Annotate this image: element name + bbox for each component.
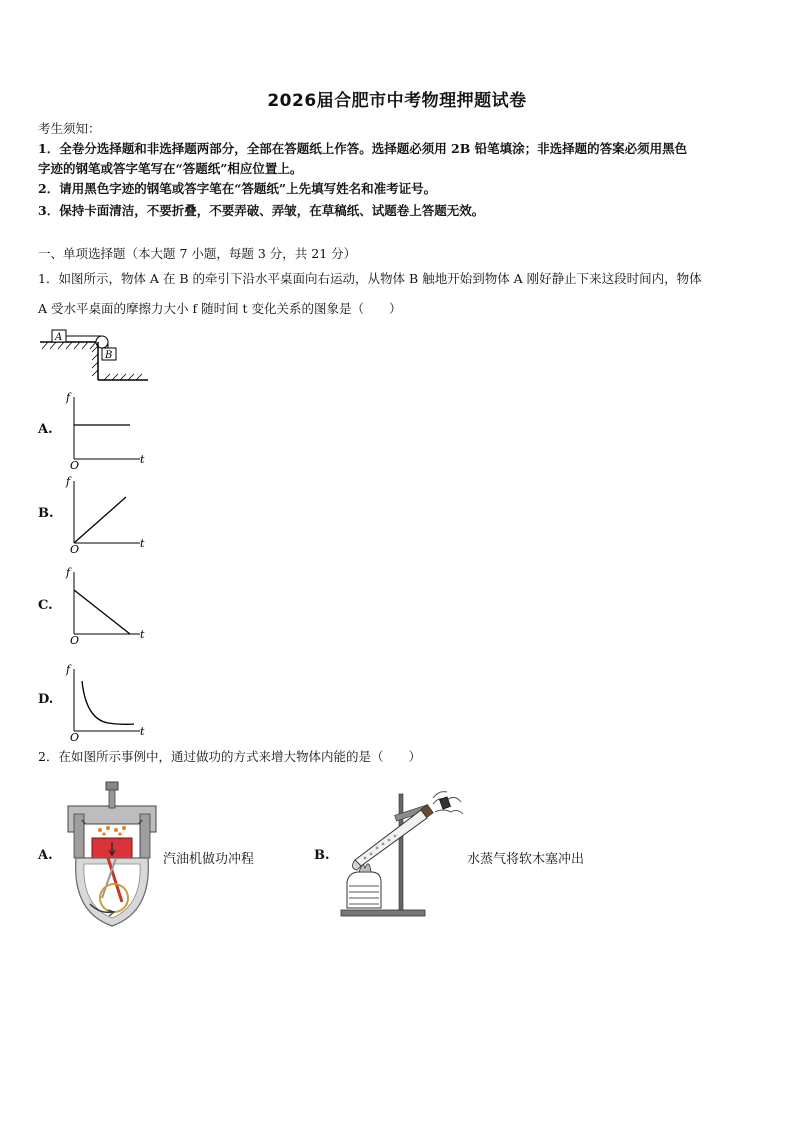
- q2-option-a-caption: 汽油机做功冲程: [163, 852, 255, 867]
- notice-item-1-line-1: 1．全卷分选择题和非选择题两部分，全部在答题纸上作答。选择题必须用 2B 铅笔填涂；非选择题的答案必须用黑色: [38, 141, 688, 156]
- stand-rod: [399, 794, 403, 912]
- q2-option-b-caption: 水蒸气将软木塞冲出: [467, 852, 585, 867]
- x-axis-label: t: [140, 453, 145, 466]
- notice-item-1-line-2: 字迹的钢笔或答字笔写在“答题纸”相应位置上。: [38, 161, 303, 176]
- q1-option-c-graph: [62, 564, 148, 646]
- q1-option-d-graph: [62, 661, 148, 743]
- page-title: 2026届合肥市中考物理押题试卷: [267, 91, 527, 111]
- y-axis-label: f: [66, 475, 71, 488]
- x-axis-label: t: [140, 725, 145, 738]
- notice-item-2: 2．请用黑色字迹的钢笔或答字笔在“答题纸”上先填写姓名和准考证号。: [38, 181, 437, 196]
- y-axis-label: f: [66, 566, 71, 579]
- q2-option-b-letter[interactable]: B.: [314, 848, 330, 863]
- question-1-line-1: 1．如图所示，物体 A 在 B 的牵引下沿水平桌面向右运动，从物体 B 触地开始到物体 A 刚好静止下来这段时间内，物体: [38, 271, 702, 286]
- origin-label: O: [70, 634, 80, 646]
- y-axis-label: f: [66, 391, 71, 404]
- block-a-label: A: [55, 332, 63, 343]
- origin-label: O: [70, 459, 80, 471]
- q1-option-b-graph: [62, 473, 148, 555]
- stand-base: [341, 910, 425, 916]
- spark-plug-icon: [106, 782, 118, 790]
- notice-item-3: 3．保持卡面清洁，不要折叠，不要弄破、弄皱，在草稿纸、试题卷上答题无效。: [38, 203, 485, 218]
- graph-line: [74, 497, 126, 543]
- q1-option-a-letter[interactable]: A.: [38, 422, 53, 437]
- q1-option-b-letter[interactable]: B.: [38, 506, 54, 521]
- question-1-line-2: A 受水平桌面的摩擦力大小 f 随时间 t 变化关系的图象是（ ）: [38, 301, 402, 316]
- q1-option-c-letter[interactable]: C.: [38, 598, 53, 613]
- question-2-line-1: 2．在如图所示事例中，通过做功的方式来增大物体内能的是（ ）: [38, 749, 421, 764]
- x-axis-label: t: [140, 628, 145, 641]
- section-heading: 一、单项选择题（本大题 7 小题，每题 3 分，共 21 分）: [38, 246, 357, 261]
- origin-label: O: [70, 731, 80, 743]
- q1-option-a-graph: [62, 389, 148, 471]
- graph-curve: [82, 681, 134, 724]
- x-axis-label: t: [140, 537, 145, 550]
- q2-option-a-letter[interactable]: A.: [38, 848, 53, 863]
- q1-option-d-letter[interactable]: D.: [38, 692, 54, 707]
- graph-line: [74, 590, 130, 634]
- origin-label: O: [70, 543, 80, 555]
- burner-icon: [347, 872, 381, 908]
- block-b-label: B: [105, 350, 113, 361]
- engine-cylinder-illustration: [62, 780, 162, 932]
- steam-test-tube-illustration: [335, 786, 467, 920]
- y-axis-label: f: [66, 663, 71, 676]
- pulley-diagram: [38, 324, 150, 384]
- notice-heading: 考生须知：: [38, 121, 101, 136]
